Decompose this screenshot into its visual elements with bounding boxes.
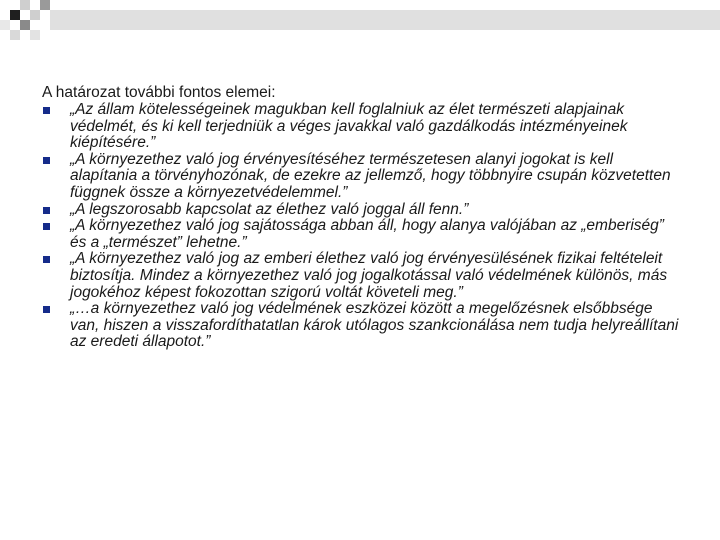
decorative-square [20, 0, 30, 10]
decorative-square [40, 0, 50, 10]
list-item-text: „Az állam kötelességeinek magukban kell foglalniuk az élet természeti alapjainak védelmét, és ki kell terjedniük a véges javakkal való gazdálkodás intézményeinek kiépítésére.” [70, 101, 628, 152]
decorative-top-bar [50, 10, 720, 30]
list-item [42, 202, 682, 219]
list-item-text: „A környezethez való jog az emberi élethez való jog érvényesülésének fizikai feltételeit biztosítja. Mindez a környezethez való jog jogalkotással való védelmének különös, más jogokéhoz képest fokozottan szigorú voltát követeli meg.” [70, 250, 668, 301]
square-bullet-icon [43, 157, 50, 164]
decorative-header [0, 0, 720, 50]
decorative-square [10, 30, 20, 40]
decorative-square [30, 10, 40, 20]
list-item [42, 102, 682, 152]
decorative-square [30, 30, 40, 40]
list-item [42, 218, 682, 251]
square-bullet-icon [43, 107, 50, 114]
square-bullet-icon [43, 207, 50, 214]
list-item-text: „A környezethez való jog sajátossága abban áll, hogy alanya valójában az „emberiség” és a „természet” lehetne.” [70, 217, 664, 251]
square-bullet-icon [43, 306, 50, 313]
decorative-square [10, 10, 20, 20]
list-item-text: „A legszorosabb kapcsolat az élethez való joggal áll fenn.” [70, 200, 469, 218]
slide-content [42, 84, 682, 351]
decorative-square [20, 20, 30, 30]
list-item-text: „A környezethez való jog érvényesítéséhez természetesen alanyi jogokat is kell alapítania a törvényhozónak, de ezekre az jellemző, hogy többnyire csupán közvetetten függnek össze a környezetvédelemmel.” [70, 150, 671, 201]
square-bullet-icon [43, 256, 50, 263]
list-item [42, 152, 682, 202]
list-item-text: „…a környezethez való jog védelmének eszközei között a megelőzésnek elsőbbsége van, hiszen a visszafordíthatatlan károk utólagos szankcionálása nem tudja helyreállítani az eredeti állapotot.” [70, 300, 679, 351]
list-item [42, 251, 682, 301]
slide-heading: A határozat további fontos elemei: [42, 84, 276, 101]
decorative-square [0, 20, 10, 30]
list-item [42, 301, 682, 351]
bullet-list [42, 102, 682, 351]
square-bullet-icon [43, 223, 50, 230]
